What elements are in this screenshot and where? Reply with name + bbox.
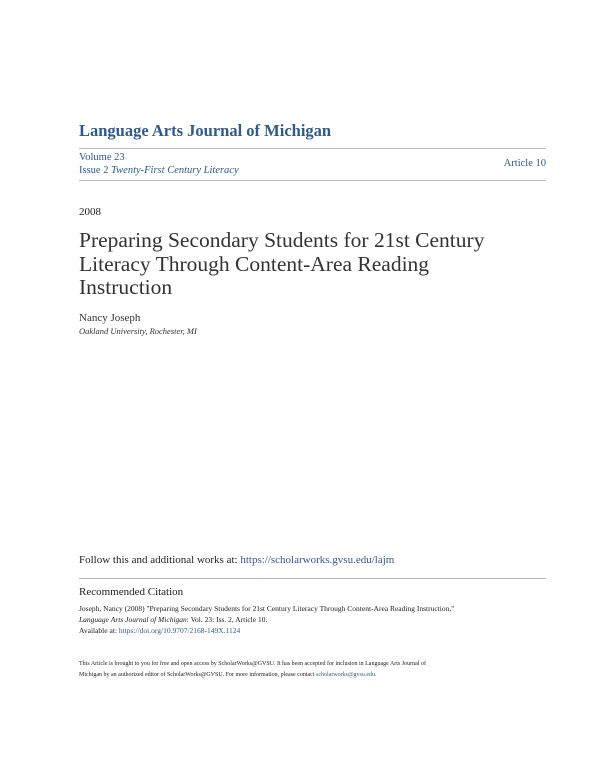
article-title-line: Literacy Through Content-Area Reading xyxy=(79,251,430,276)
issue-name[interactable]: Twenty-First Century Literacy xyxy=(111,165,239,176)
citation-line-2 xyxy=(79,614,549,625)
author-affiliation: Oakland University, Rochester, MI xyxy=(79,326,197,336)
citation-line-3 xyxy=(79,625,549,636)
article-title xyxy=(79,229,519,300)
citation-divider xyxy=(79,578,546,579)
volume-link[interactable]: Volume 23 xyxy=(79,152,125,163)
header-divider-bottom xyxy=(79,180,546,181)
citation-journal: Language Arts Journal of Michigan xyxy=(79,615,187,624)
notice-line-1: This Article is brought to you for free and open access by ScholarWorks@GVSU. It has been accepted for inclusion in Language Arts Journal of xyxy=(79,661,426,667)
contact-email-link[interactable]: scholarworks@gvsu.edu xyxy=(315,672,375,678)
journal-title[interactable]: Language Arts Journal of Michigan xyxy=(79,121,332,140)
doi-link[interactable]: https://doi.org/10.9707/2168-149X.1124 xyxy=(118,626,241,635)
citation-line-1: Joseph, Nancy (2008) "Preparing Secondary Students for 21st Century Literacy Through Content-Area Reading Instruction," xyxy=(79,604,455,613)
recommended-citation-heading: Recommended Citation xyxy=(79,586,184,598)
follow-line xyxy=(79,554,394,566)
article-title-line: Instruction xyxy=(79,275,173,299)
publication-year: 2008 xyxy=(79,206,101,218)
issue-number[interactable]: Issue 2 xyxy=(79,165,109,176)
notice-end: . xyxy=(375,672,377,678)
citation-volume-info: : Vol. 23: Iss. 2, Article 10. xyxy=(186,615,268,624)
article-title-line: Preparing Secondary Students for 21st Century xyxy=(79,228,485,252)
issue-line[interactable] xyxy=(79,165,239,176)
available-label: Available at: xyxy=(79,626,119,635)
notice-line-2 xyxy=(79,670,529,681)
follow-text: Follow this and additional works at: xyxy=(79,554,241,566)
access-notice xyxy=(79,659,529,681)
header-divider-top xyxy=(79,148,546,149)
collection-link[interactable]: https://scholarworks.gvsu.edu/lajm xyxy=(240,554,395,566)
article-number-link[interactable]: Article 10 xyxy=(503,158,546,169)
author-name: Nancy Joseph xyxy=(79,312,141,324)
notice-text: Michigan by an authorized editor of ScholarWorks@GVSU. For more information, please contact xyxy=(79,672,316,678)
citation-block xyxy=(79,603,549,636)
